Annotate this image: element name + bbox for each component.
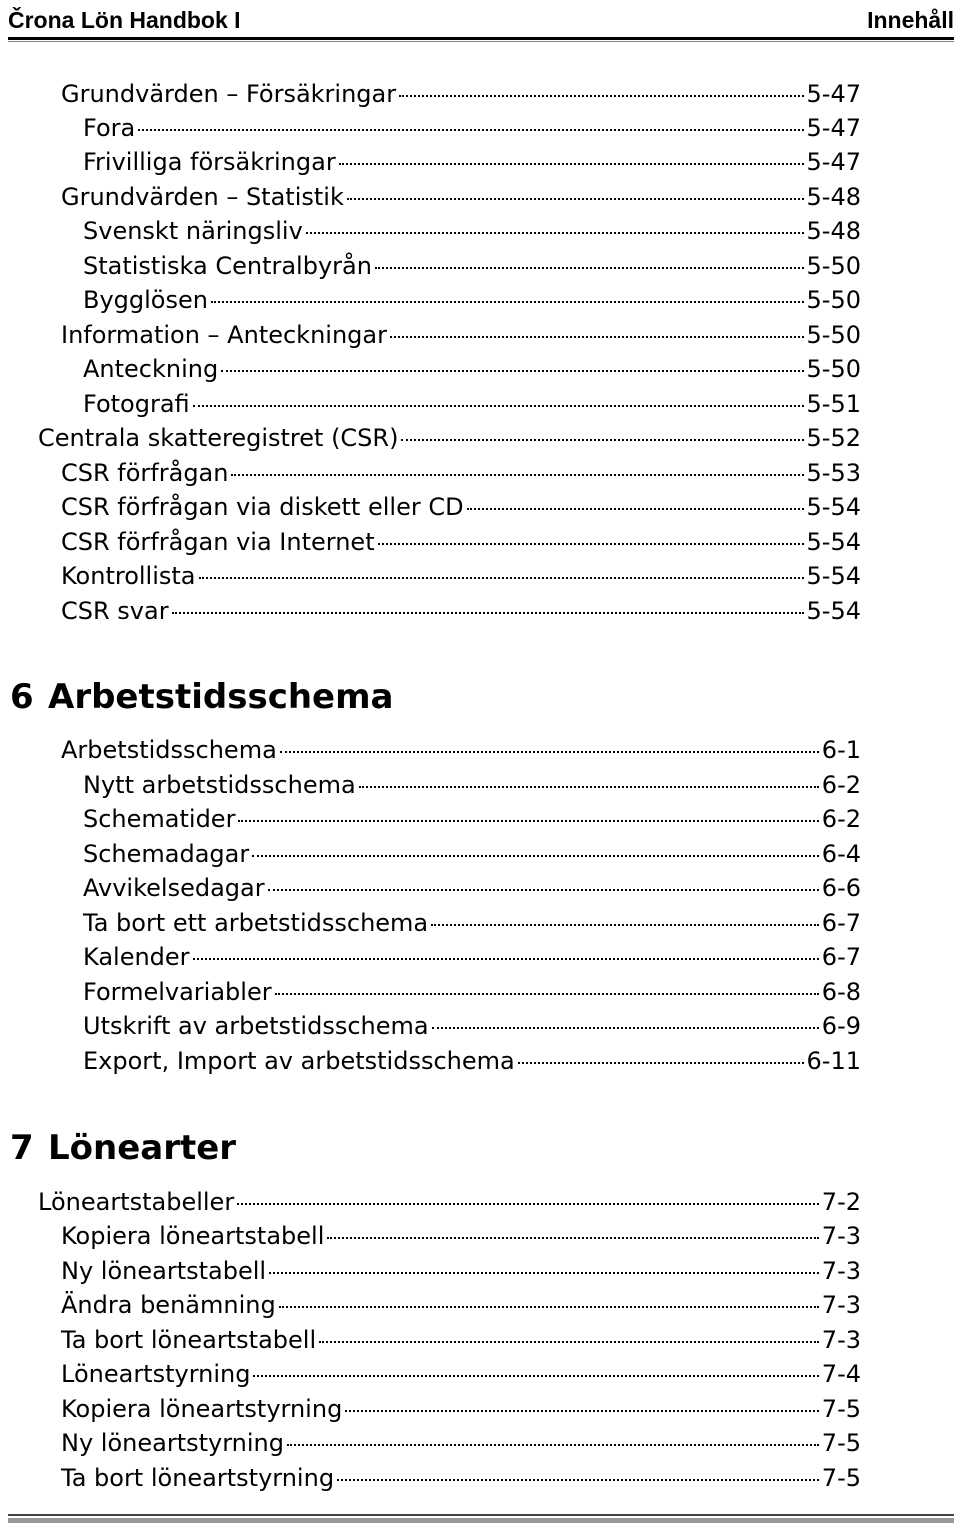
dot-leader [327, 1237, 818, 1239]
footer-rule-thick [8, 1518, 954, 1523]
toc-entry[interactable] [61, 77, 861, 111]
toc-entry[interactable] [83, 1009, 861, 1043]
dot-leader [268, 889, 819, 891]
toc-entry[interactable] [83, 283, 861, 317]
toc-entry[interactable] [61, 733, 861, 767]
toc-entry[interactable] [83, 837, 861, 871]
dot-leader [231, 474, 803, 476]
toc-entry-page: 5-48 [806, 183, 861, 211]
dot-leader [193, 405, 804, 407]
toc-entry-page: 5-54 [806, 597, 861, 625]
dot-leader [211, 301, 804, 303]
dot-leader [279, 1306, 819, 1308]
toc-entry-title: Ta bort löneartstyrning [61, 1464, 335, 1492]
header-rule-thin [8, 41, 954, 42]
toc-entry[interactable] [61, 1357, 861, 1391]
toc-entry[interactable] [61, 1392, 861, 1426]
toc-entry-page: 5-47 [806, 148, 861, 176]
toc-entry[interactable] [61, 1288, 861, 1322]
dot-leader [375, 267, 804, 269]
toc-entry-page: 7-4 [821, 1360, 861, 1388]
header-rule [8, 37, 954, 40]
dot-leader [390, 336, 804, 338]
toc-entry-page: 6-7 [821, 943, 861, 971]
toc-entry[interactable] [61, 1254, 861, 1288]
chapter-title: Arbetstidsschema [48, 677, 394, 717]
dot-leader [252, 855, 819, 857]
toc-entry-title: CSR svar [61, 597, 169, 625]
toc-entry[interactable] [83, 906, 861, 940]
toc-entry-page: 5-47 [806, 80, 861, 108]
chapter-heading[interactable] [10, 675, 393, 719]
toc-entry[interactable] [61, 559, 861, 593]
toc-entry-title: Kalender [83, 943, 190, 971]
toc-entry[interactable] [83, 871, 861, 905]
dot-leader [269, 1272, 819, 1274]
dot-leader [339, 163, 804, 165]
toc-entry-title: Statistiska Centralbyrån [83, 252, 372, 280]
chapter-title: Lönearter [48, 1128, 237, 1168]
toc-entry-page: 6-6 [821, 874, 861, 902]
toc-entry-page: 5-52 [806, 424, 861, 452]
toc-entry-page: 6-8 [821, 978, 861, 1006]
toc-entry-page: 5-50 [806, 321, 861, 349]
toc-entry-title: Schemadagar [83, 840, 250, 868]
toc-entry-page: 5-54 [806, 493, 861, 521]
dot-leader [401, 439, 803, 441]
toc-entry-title: Ändra benämning [61, 1291, 276, 1319]
dot-leader [193, 958, 819, 960]
toc-entry-title: Ny löneartstyrning [61, 1429, 284, 1457]
document-title: Črona Lön Handbok I [8, 7, 241, 33]
dot-leader [306, 232, 804, 234]
toc-entry-title: Svenskt näringsliv [83, 217, 303, 245]
toc-entry[interactable] [61, 1426, 861, 1460]
toc-entry[interactable] [61, 456, 861, 490]
toc-entry-title: Kopiera löneartstabell [61, 1222, 325, 1250]
toc-entry[interactable] [83, 249, 861, 283]
toc-entry[interactable] [83, 940, 861, 974]
dot-leader [518, 1062, 804, 1064]
dot-leader [467, 508, 804, 510]
toc-entry-title: Frivilliga försäkringar [83, 148, 336, 176]
toc-entry-title: Ta bort ett arbetstidsschema [83, 909, 429, 937]
toc-entry-page: 7-3 [821, 1291, 861, 1319]
toc-entry-title: Kontrollista [61, 562, 196, 590]
chapter-number: 7 [10, 1128, 34, 1168]
toc-entry-title: Grundvärden – Statistik [61, 183, 344, 211]
toc-entry-page: 5-54 [806, 528, 861, 556]
toc-entry-page: 5-53 [806, 459, 861, 487]
dot-leader [172, 612, 804, 614]
footer-rule [8, 1514, 954, 1516]
toc-entry-page: 7-3 [821, 1222, 861, 1250]
toc-entry-title: Nytt arbetstidsschema [83, 771, 356, 799]
toc-entry[interactable] [61, 1461, 861, 1495]
toc-entry-title: Bygglösen [83, 286, 208, 314]
chapter-heading[interactable] [10, 1126, 236, 1170]
toc-entry[interactable] [83, 387, 861, 421]
toc-entry-page: 5-50 [806, 355, 861, 383]
toc-entry-page: 6-9 [821, 1012, 861, 1040]
chapter-number: 6 [10, 677, 34, 717]
toc-entry[interactable] [38, 1185, 861, 1219]
toc-entry-title: CSR förfrågan [61, 459, 229, 487]
toc-entry-title: Export, Import av arbetstidsschema [83, 1047, 515, 1075]
toc-entry-page: 6-2 [821, 805, 861, 833]
toc-entry[interactable] [83, 214, 861, 248]
toc-entry[interactable] [83, 352, 861, 386]
dot-leader [378, 543, 804, 545]
toc-entry-page: 7-3 [821, 1257, 861, 1285]
toc-entry[interactable] [38, 421, 861, 455]
toc-entry-page: 5-54 [806, 562, 861, 590]
dot-leader [359, 786, 819, 788]
dot-leader [237, 1203, 819, 1205]
toc-entry-title: Fora [83, 114, 136, 142]
toc-entry[interactable] [61, 490, 861, 524]
toc-entry-title: Kopiera löneartstyrning [61, 1395, 343, 1423]
toc-entry-page: 7-5 [821, 1464, 861, 1492]
dot-leader [275, 993, 819, 995]
toc-entry-title: Avvikelsedagar [83, 874, 265, 902]
dot-leader [345, 1410, 819, 1412]
toc-entry-page: 7-5 [821, 1429, 861, 1457]
toc-entry-page: 6-1 [821, 736, 861, 764]
page-header [8, 4, 954, 36]
toc-entry[interactable] [61, 1219, 861, 1253]
dot-leader [287, 1444, 819, 1446]
toc-entry-title: Utskrift av arbetstidsschema [83, 1012, 429, 1040]
toc-entry-page: 5-48 [806, 217, 861, 245]
toc-entry-title: Löneartstyrning [61, 1360, 251, 1388]
dot-leader [199, 577, 804, 579]
toc-entry[interactable] [61, 180, 861, 214]
toc-entry-title: CSR förfrågan via diskett eller CD [61, 493, 464, 521]
toc-entry-title: Fotografi [83, 390, 190, 418]
dot-leader [432, 1027, 819, 1029]
toc-entry-title: Grundvärden – Försäkringar [61, 80, 397, 108]
toc-entry-page: 5-51 [806, 390, 861, 418]
toc-entry-page: 5-50 [806, 286, 861, 314]
toc-entry[interactable] [61, 525, 861, 559]
dot-leader [431, 924, 819, 926]
toc-entry-page: 5-50 [806, 252, 861, 280]
section-title: Innehåll [867, 7, 954, 33]
toc-entry-page: 6-7 [821, 909, 861, 937]
dot-leader [337, 1479, 819, 1481]
toc-entry-title: CSR förfrågan via Internet [61, 528, 375, 556]
dot-leader [399, 95, 803, 97]
toc-entry-title: Formelvariabler [83, 978, 272, 1006]
toc-entry-title: Schematider [83, 805, 236, 833]
toc-entry-page: 5-47 [806, 114, 861, 142]
toc-entry[interactable] [61, 1323, 861, 1357]
toc-entry[interactable] [83, 111, 861, 145]
toc-entry-title: Arbetstidsschema [61, 736, 277, 764]
dot-leader [253, 1375, 818, 1377]
toc-entry-title: Information – Anteckningar [61, 321, 387, 349]
toc-entry[interactable] [83, 802, 861, 836]
dot-leader [347, 198, 804, 200]
dot-leader [280, 751, 819, 753]
dot-leader [319, 1341, 819, 1343]
toc-entry-page: 7-5 [821, 1395, 861, 1423]
dot-leader [238, 820, 818, 822]
toc-entry-title: Löneartstabeller [38, 1188, 235, 1216]
dot-leader [221, 370, 803, 372]
toc-entry[interactable] [83, 145, 861, 179]
toc-entry[interactable] [83, 975, 861, 1009]
toc-entry-page: 7-2 [821, 1188, 861, 1216]
dot-leader [138, 129, 803, 131]
toc-entry-title: Centrala skatteregistret (CSR) [38, 424, 399, 452]
toc-entry[interactable] [83, 1044, 861, 1078]
toc-entry[interactable] [61, 594, 861, 628]
toc-entry-page: 7-3 [821, 1326, 861, 1354]
toc-entry-page: 6-11 [806, 1047, 861, 1075]
toc-entry-page: 6-2 [821, 771, 861, 799]
toc-entry-page: 6-4 [821, 840, 861, 868]
toc-entry-title: Ta bort löneartstabell [61, 1326, 317, 1354]
toc-entry-title: Anteckning [83, 355, 219, 383]
toc-entry[interactable] [83, 768, 861, 802]
toc-entry[interactable] [61, 318, 861, 352]
toc-entry-title: Ny löneartstabell [61, 1257, 267, 1285]
